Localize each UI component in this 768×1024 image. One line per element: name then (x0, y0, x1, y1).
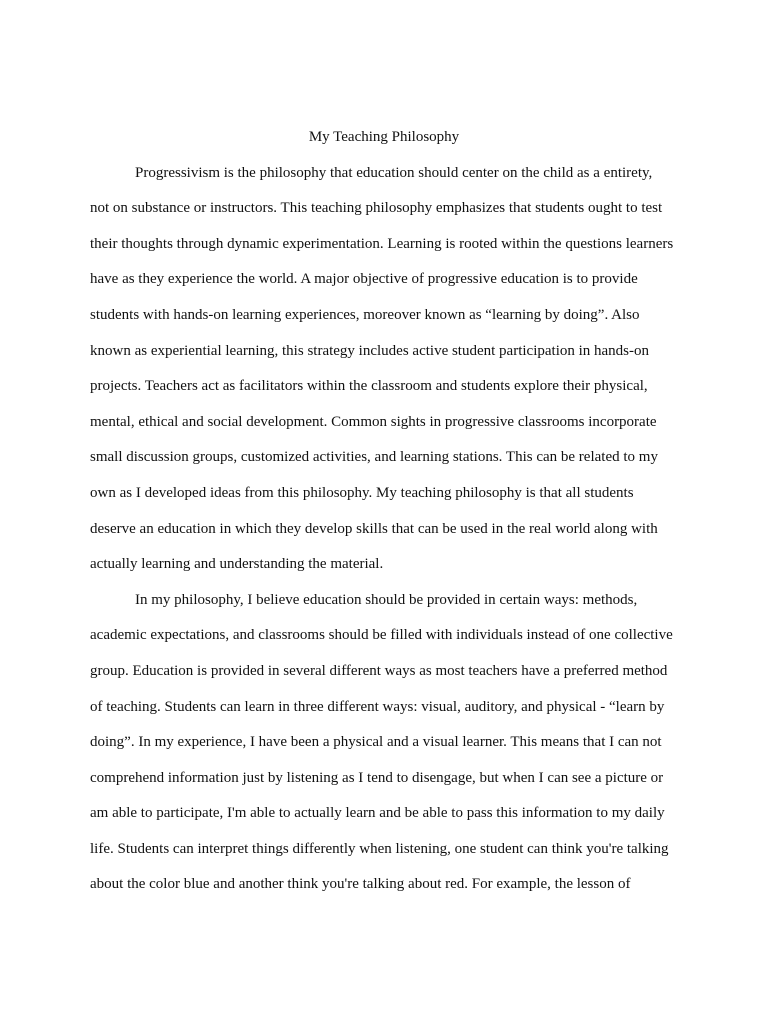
text-line: In my philosophy, I believe education should be provided in certain ways: methods, (135, 591, 638, 608)
text-line: doing”. In my experience, I have been a physical and a visual learner. This means that I can not (90, 734, 662, 751)
text-line: own as I developed ideas from this philosophy. My teaching philosophy is that all students (90, 484, 634, 501)
text-line: projects. Teachers act as facilitators within the classroom and students explore their physical, (90, 378, 648, 395)
text-line: of teaching. Students can learn in three different ways: visual, auditory, and physical - “learn by (90, 698, 665, 715)
text-line: have as they experience the world. A major objective of progressive education is to provide (90, 271, 638, 288)
text-line: comprehend information just by listening as I tend to disengage, but when I can see a picture or (90, 769, 664, 786)
text-line: mental, ethical and social development. Common sights in progressive classrooms incorporate (90, 413, 657, 430)
text-line: small discussion groups, customized activities, and learning stations. This can be related to my (90, 449, 658, 466)
document-body (90, 120, 678, 903)
text-line: academic expectations, and classrooms should be filled with individuals instead of one collective (90, 627, 673, 644)
text-line: actually learning and understanding the material. (90, 556, 384, 573)
text-line: known as experiential learning, this strategy includes active student participation in hands-on (90, 342, 650, 359)
text-line: Progressivism is the philosophy that education should center on the child as a entirety, (135, 164, 653, 181)
text-line: deserve an education in which they develop skills that can be used in the real world along with (90, 520, 658, 537)
text-line: not on substance or instructors. This teaching philosophy emphasizes that students ought to test (90, 200, 663, 217)
text-line: students with hands-on learning experiences, moreover known as “learning by doing”. Also (90, 306, 640, 323)
text-line: am able to participate, I'm able to actually learn and be able to pass this information to my daily (90, 805, 665, 822)
paragraph-2 (90, 583, 678, 903)
paragraph-1 (90, 156, 678, 583)
document-title: My Teaching Philosophy (308, 129, 460, 145)
text-line: their thoughts through dynamic experimentation. Learning is rooted within the questions learners (90, 235, 674, 252)
text-line: life. Students can interpret things differently when listening, one student can think you're talking (90, 840, 669, 857)
text-line: group. Education is provided in several different ways as most teachers have a preferred method (90, 662, 668, 679)
text-line: about the color blue and another think you're talking about red. For example, the lesson of (90, 876, 631, 893)
